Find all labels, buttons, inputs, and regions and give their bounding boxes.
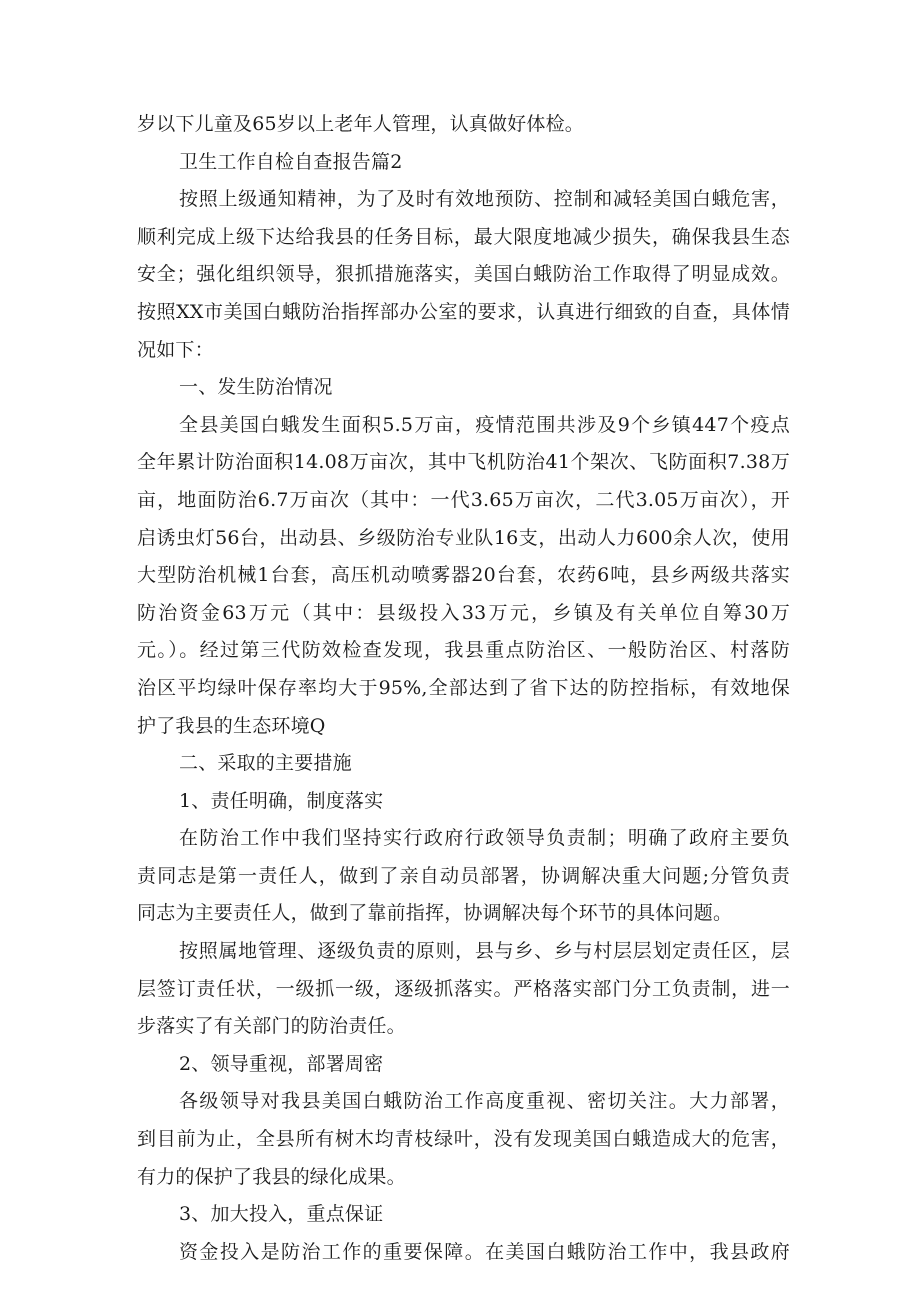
text-line: 顺利完成上级下达给我县的任务目标，最大限度地减少损失，确保我县生态 xyxy=(137,225,790,248)
text-line: 3、加大投入，重点保证 xyxy=(179,1203,384,1226)
text-line: 元。）。经过第三代防效检查发现，我县重点防治区、一般防治区、村落防 xyxy=(137,639,790,662)
text-line: 全年累计防治面积14.08万亩次，其中飞机防治41个架次、飞防面积7.38万 xyxy=(137,451,790,474)
text-line: 启诱虫灯56台，出动县、乡级防治专业队16支，出动人力600余人次，使用 xyxy=(137,526,790,549)
text-line: 1、责任明确，制度落实 xyxy=(179,789,384,812)
text-line: 到目前为止，全县所有树木均青枝绿叶，没有发现美国白蛾造成大的危害， xyxy=(137,1128,790,1151)
text-line: 按照属地管理、逐级负责的原则，县与乡、乡与村层层划定责任区，层 xyxy=(179,940,790,963)
text-line: 况如下： xyxy=(137,338,214,361)
text-line: 步落实了有关部门的防治责任。 xyxy=(137,1015,406,1038)
text-line: 大型防治机械1台套，高压机动喷雾器20台套，农药6吨，县乡两级共落实 xyxy=(137,564,790,587)
text-line: 有力的保护了我县的绿化成果。 xyxy=(137,1165,406,1188)
text-line: 按照上级通知精神，为了及时有效地预防、控制和减轻美国白蛾危害， xyxy=(179,188,790,211)
text-line: 同志为主要责任人，做到了靠前指挥，协调解决每个环节的具体问题。 xyxy=(137,902,733,925)
text-line: 护了我县的生态环境Q xyxy=(137,714,326,737)
text-line: 层签订责任状，一级抓一级，逐级抓落实。严格落实部门分工负责制，进一 xyxy=(137,977,790,1000)
text-line: 各级领导对我县美国白蛾防治工作高度重视、密切关注。大力部署， xyxy=(179,1090,790,1113)
text-line: 在防治工作中我们坚持实行政府行政领导负责制；明确了政府主要负 xyxy=(179,827,790,850)
text-line: 按照XX市美国白蛾防治指挥部办公室的要求，认真进行细致的自查，具体情 xyxy=(137,300,790,323)
text-line: 二、采取的主要措施 xyxy=(179,752,352,775)
text-line: 责同志是第一责任人，做到了亲自动员部署，协调解决重大问题;分管负责 xyxy=(137,864,790,887)
text-line: 资金投入是防治工作的重要保障。在美国白蛾防治工作中，我县政府 xyxy=(179,1240,790,1263)
text-line: 一、发生防治情况 xyxy=(179,376,333,399)
text-line: 全县美国白蛾发生面积5.5万亩，疫情范围共涉及9个乡镇447个疫点 xyxy=(179,413,790,436)
text-line: 2、领导重视，部署周密 xyxy=(179,1052,384,1075)
text-line: 岁以下儿童及65岁以上老年人管理，认真做好体检。 xyxy=(137,113,584,135)
text-line: 安全；强化组织领导，狠抓措施落实，美国白蛾防治工作取得了明显成效。 xyxy=(137,263,790,286)
text-line: 卫生工作自检自查报告篇2 xyxy=(179,150,403,173)
text-line: 防治资金63万元（其中：县级投入33万元，乡镇及有关单位自筹30万 xyxy=(137,601,790,624)
text-line: 治区平均绿叶保存率均大于95%,全部达到了省下达的防控指标，有效地保 xyxy=(137,676,790,699)
text-line: 亩，地面防治6.7万亩次（其中：一代3.65万亩次，二代3.05万亩次），开 xyxy=(137,488,790,511)
